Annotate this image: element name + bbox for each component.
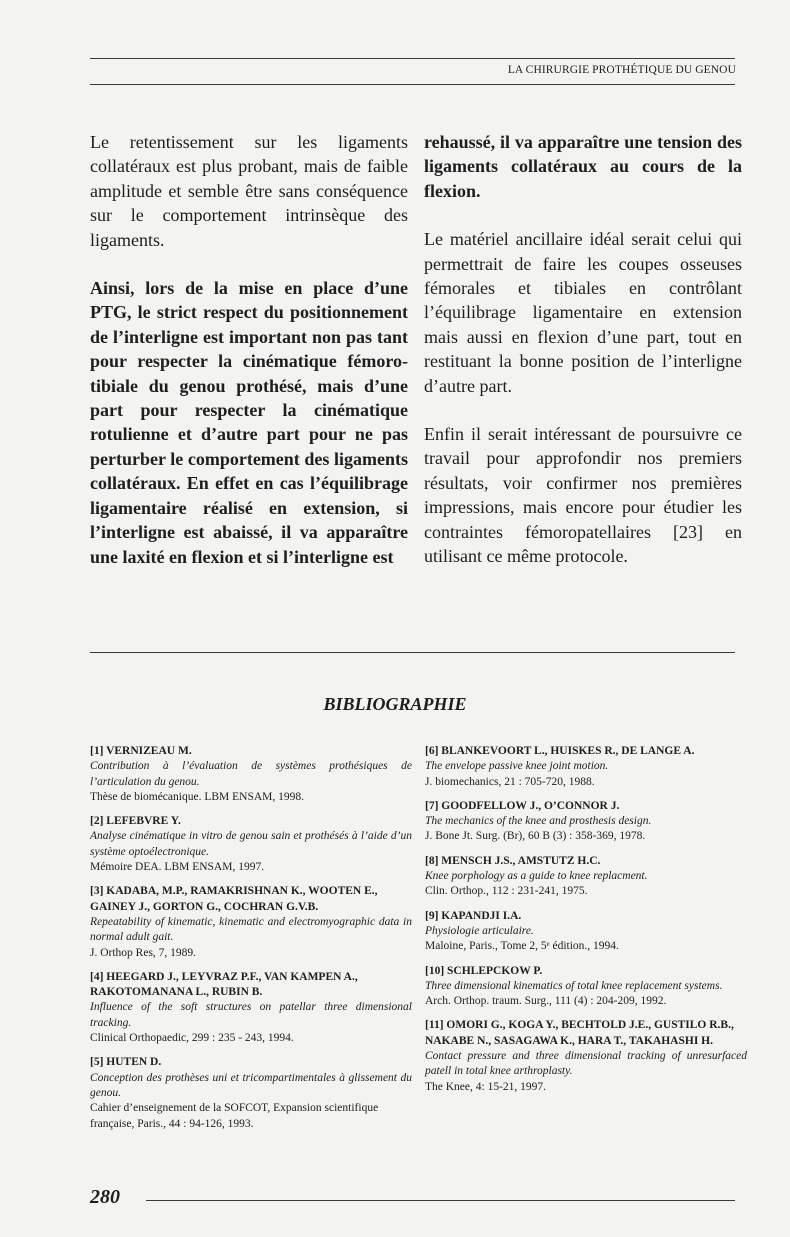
bibliography-title: BIBLIOGRAPHIE: [323, 694, 467, 714]
reference-item: [90, 814, 412, 875]
body-column-right: [424, 130, 742, 569]
reference-authors: [1] VERNIZEAU M.: [90, 745, 192, 757]
running-title: LA CHIRURGIE PROTHÉTIQUE DU GENOU: [507, 64, 736, 76]
paragraph: Le retentissement sur les ligaments collatéraux est plus probant, mais de faible amplitude et semble être sans conséquence sur le comportement intrinsèque des ligaments.: [90, 132, 408, 250]
reference-source: Mémoire DEA. LBM ENSAM, 1997.: [90, 861, 265, 874]
reference-source: J. Orthop Res, 7, 1989.: [90, 946, 197, 959]
paragraph: Le matériel ancillaire idéal serait celui qui permettrait de faire les coupes osseuses fémorales et tibiales en contrôlant l’équilibrage ligamentaire en extension mais aussi en flexion d’une part, tout en restituant la bonne position de l’interligne d’autre part.: [424, 229, 742, 396]
reference-source: J. biomechanics, 21 : 705-720, 1988.: [425, 775, 595, 788]
reference-item: [425, 1018, 747, 1094]
reference-authors: [7] GOODFELLOW J., O’CONNOR J.: [425, 799, 620, 812]
reference-authors: [10] SCHLEPCKOW P.: [425, 964, 543, 977]
reference-item: [90, 884, 412, 960]
reference-item: [425, 799, 747, 845]
reference-title: Knee porphology as a guide to knee replacment.: [425, 870, 648, 883]
reference-authors: [8] MENSCH J.S., AMSTUTZ H.C.: [425, 854, 601, 867]
references-column-left: [90, 744, 412, 1141]
paragraph-bold: rehaussé, il va apparaître une tension des ligaments collatéraux au cours de la flexion.: [424, 132, 742, 201]
reference-authors: [4] HEEGARD J., LEYVRAZ P.F., VAN KAMPEN A., RAKOTOMANANA L., RUBIN B.: [90, 970, 358, 999]
paragraph: Enfin il serait intéressant de poursuivre ce travail pour approfondir nos premiers résultats, voir confirmer nos premières impressions, mais encore pour étudier les contraintes fémoropatellaires [23] en utilisant ce même protocole.: [424, 424, 742, 567]
reference-source: Arch. Orthop. traum. Surg., 111 (4) : 204-209, 1992.: [425, 995, 667, 1008]
reference-item: [425, 854, 747, 900]
reference-authors: [5] HUTEN D.: [90, 1056, 162, 1069]
section-divider: [90, 652, 735, 653]
reference-title: The envelope passive knee joint motion.: [425, 760, 609, 773]
body-column-left: [90, 130, 408, 569]
reference-title: Contribution à l’évaluation de systèmes prothésiques de l’articulation du genou.: [90, 760, 412, 788]
reference-item: [425, 964, 747, 1010]
reference-authors: [2] LEFEBVRE Y.: [90, 815, 181, 828]
reference-title: Contact pressure and three dimensional tracking of unresurfaced patell in total knee arthroplasty.: [425, 1050, 747, 1078]
reference-authors: [6] BLANKEVOORT L., HUISKES R., DE LANGE A.: [425, 745, 695, 757]
page-number: 280: [90, 1186, 120, 1208]
reference-item: [425, 909, 747, 955]
reference-source: J. Bone Jt. Surg. (Br), 60 B (3) : 358-369, 1978.: [425, 830, 646, 843]
reference-title: Physiologie articulaire.: [425, 924, 534, 937]
reference-source: Thèse de biomécanique. LBM ENSAM, 1998.: [90, 790, 304, 803]
reference-title: The mechanics of the knee and prosthesis design.: [425, 815, 652, 828]
reference-source: Maloine, Paris., Tome 2, 5ᵉ édition., 1994.: [425, 940, 619, 953]
reference-source: Cahier d’enseignement de la SOFCOT, Expansion scientifique française, Paris., 44 : 94-126, 1993.: [90, 1102, 379, 1130]
reference-authors: [3] KADABA, M.P., RAMAKRISHNAN K., WOOTEN E., GAINEY J., GORTON G., COCHRAN G.V.B.: [90, 885, 378, 913]
top-rule: [90, 58, 735, 59]
references-column-right: [425, 744, 747, 1104]
reference-source: The Knee, 4: 15-21, 1997.: [425, 1080, 547, 1093]
header-underline: [90, 84, 735, 85]
reference-authors: [9] KAPANDJI I.A.: [425, 909, 522, 922]
reference-source: Clin. Orthop., 112 : 231-241, 1975.: [425, 885, 588, 898]
reference-item: [90, 1055, 412, 1131]
reference-item: [425, 744, 747, 790]
reference-title: Three dimensional kinematics of total knee replacement systems.: [425, 979, 723, 992]
reference-authors: [11] OMORI G., KOGA Y., BECHTOLD J.E., GUSTILO R.B., NAKABE N., SASAGAWA K., HARA T., TAKAHASHI H.: [425, 1019, 734, 1047]
reference-title: Conception des prothèses uni et tricompartimentales à glissement du genou.: [90, 1071, 412, 1099]
reference-source: Clinical Orthopaedic, 299 : 235 - 243, 1994.: [90, 1032, 294, 1045]
reference-title: Influence of the soft structures on patellar three dimensional tracking.: [90, 1001, 412, 1029]
reference-item: [90, 744, 412, 805]
reference-item: [90, 970, 412, 1046]
reference-title: Repeatability of kinematic, kinematic and electromyographic data in normal adult gait.: [90, 915, 412, 944]
footer-rule: [146, 1200, 735, 1201]
reference-title: Analyse cinématique in vitro de genou sain et prothésés à l’aide d’un système optoélectronique.: [90, 830, 412, 858]
paragraph-bold: Ainsi, lors de la mise en place d’une PTG, le strict respect du positionnement de l’interligne est important non pas tant pour respecter la cinématique fémoro-tibiale du genou prothésé, mais d’une part pour respecter la cinématique rotulienne et d’autre part pour ne pas perturber le comportement des ligaments collatéraux. En effet en cas l’équilibrage ligamentaire réalisé en extension, si l’interligne est abaissé, il va apparaître une laxité en flexion et si l’interligne est: [90, 278, 408, 567]
